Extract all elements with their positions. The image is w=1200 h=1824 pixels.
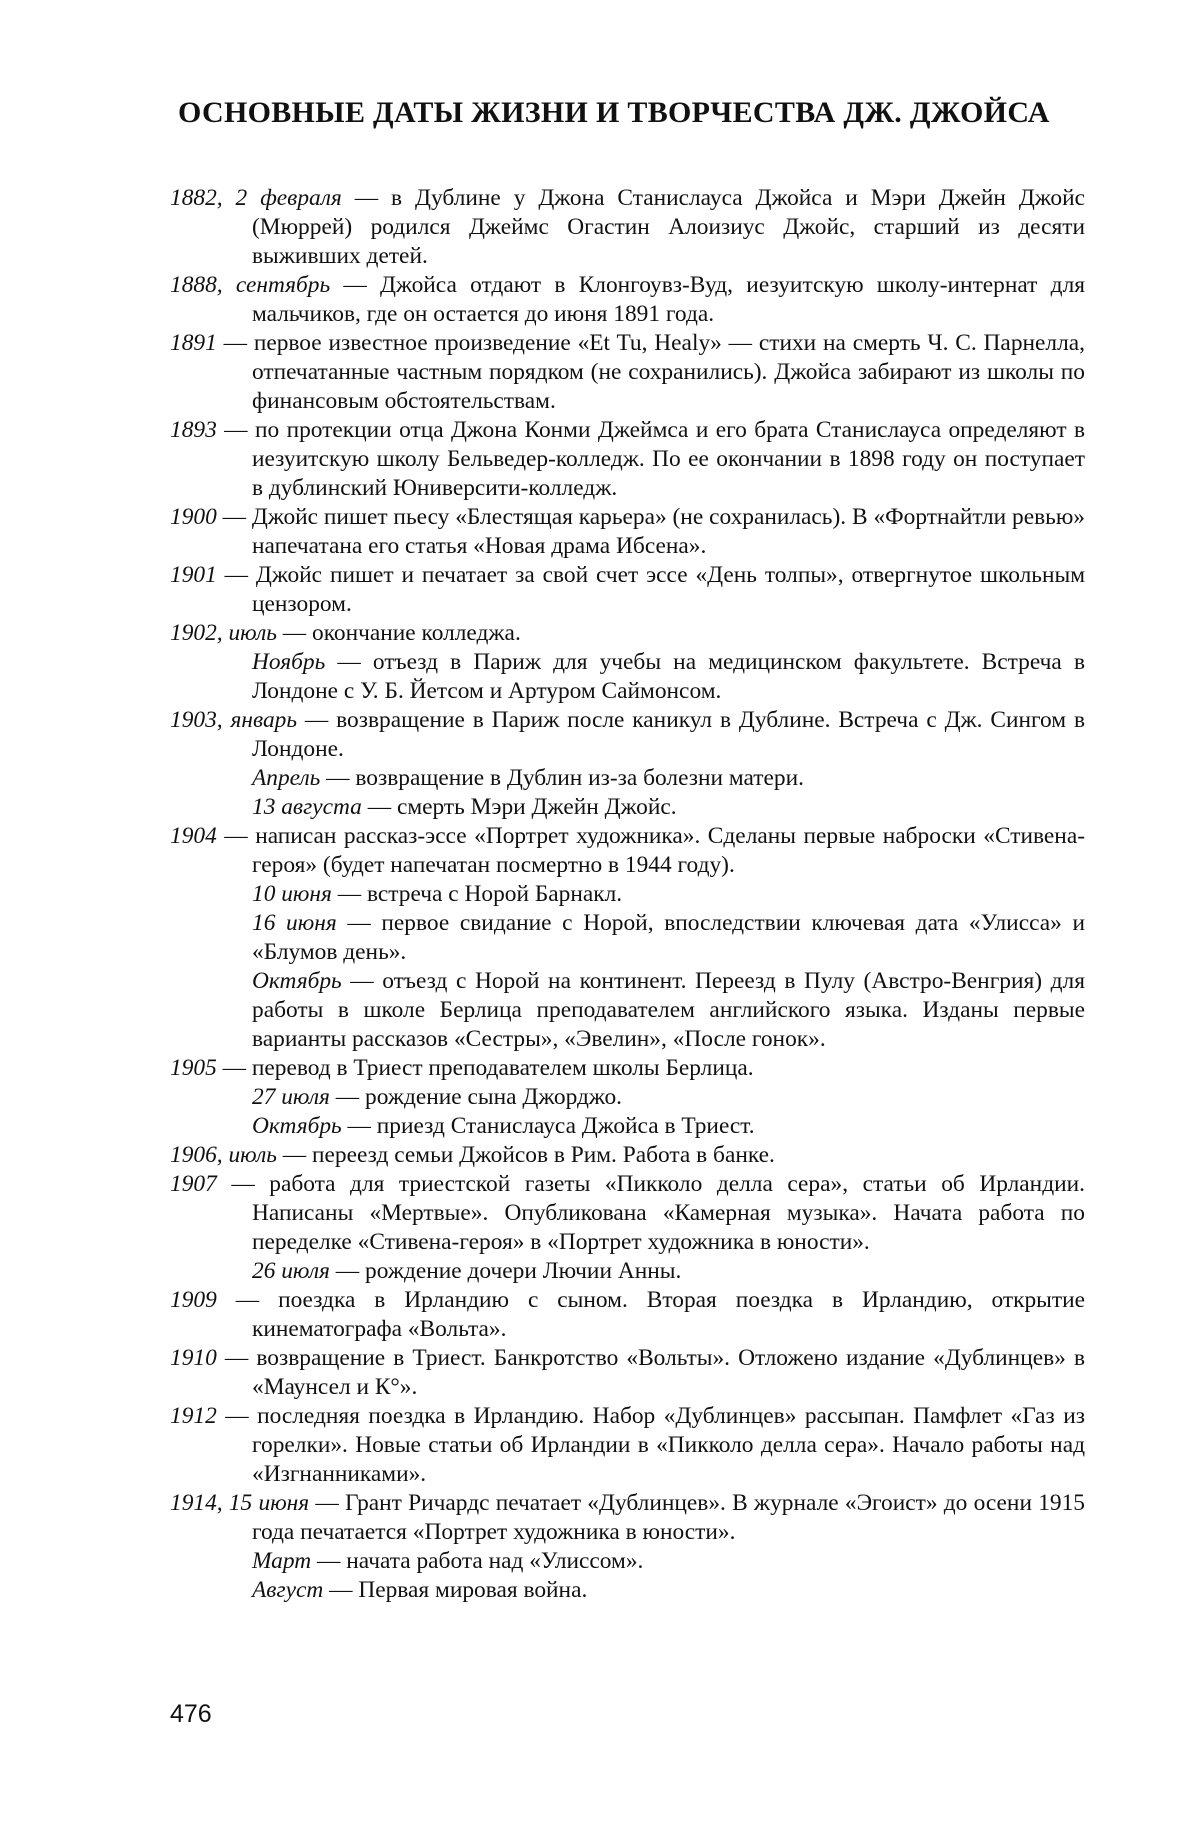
entry-date: 1903, январь: [170, 707, 298, 733]
chronology-entry: [170, 271, 1085, 329]
chronology-subentry: [170, 764, 1085, 793]
entry-text: — возвращение в Париж после каникул в Дублине. Встреча с Дж. Сингом в Лондоне.: [252, 707, 1086, 762]
entry-date: Апрель: [252, 765, 321, 791]
entry-text: — возвращение в Дублин из-за болезни матери.: [320, 765, 804, 791]
chronology-entry: [170, 1054, 1085, 1083]
entry-date: 27 июля: [252, 1084, 330, 1110]
entry-date: 16 июня: [252, 910, 337, 936]
chronology-list: [170, 184, 1085, 1605]
chronology-entry: [170, 619, 1085, 648]
chronology-subentry: [170, 1083, 1085, 1112]
entry-date: 1888, сентябрь: [170, 272, 331, 298]
entry-date: 1901: [170, 562, 217, 588]
entry-text: — встреча с Норой Барнакл.: [331, 881, 623, 907]
entry-date: 1904: [170, 823, 217, 849]
entry-date: 10 июня: [252, 881, 332, 907]
chronology-subentry: [170, 1112, 1085, 1141]
entry-date: 1893: [170, 417, 217, 443]
chronology-subentry: [170, 1547, 1085, 1576]
chronology-entry: [170, 329, 1085, 416]
entry-text: — рождение дочери Лючии Анны.: [329, 1258, 682, 1284]
chronology-entry: [170, 184, 1085, 271]
chronology-entry: [170, 706, 1085, 764]
entry-text: — смерть Мэри Джейн Джойс.: [361, 794, 677, 820]
chronology-subentry: [170, 880, 1085, 909]
chronology-subentry: [170, 909, 1085, 967]
entry-date: 1909: [170, 1287, 217, 1313]
entry-date: 26 июля: [252, 1258, 330, 1284]
chronology-entry: [170, 1489, 1085, 1547]
entry-text: — возвращение в Триест. Банкротство «Вольты». Отложено издание «Дублинцев» в «Маунсел и К°».: [216, 1345, 1085, 1400]
entry-text: — Джойса отдают в Клонгоувз-Вуд, иезуитскую школу-интернат для мальчиков, где он остается до июня 1891 года.: [252, 272, 1085, 327]
entry-text: — перевод в Триест преподавателем школы Берлица.: [216, 1055, 754, 1081]
entry-text: — Первая мировая война.: [323, 1577, 588, 1603]
page-title: ОСНОВНЫЕ ДАТЫ ЖИЗНИ И ТВОРЧЕСТВА ДЖ. ДЖОЙСА: [178, 96, 1050, 129]
entry-text: — написан рассказ-эссе «Портрет художника». Сделаны первые наброски «Стивена-героя» (будет напечатан посмертно в 1944 году).: [216, 823, 1085, 878]
entry-text: — первое известное произведение «Et Tu, Healy» — стихи на смерть Ч. С. Парнелла, отпечатанные частным порядком (не сохранились). Джойса забирают из школы по финансовым обстоятельствам.: [216, 330, 1085, 414]
chronology-entry: [170, 503, 1085, 561]
entry-text: — Джойс пишет пьесу «Блестящая карьера» (не сохранилась). В «Фортнайтли ревью» напечатана его статья «Новая драма Ибсена».: [216, 504, 1085, 559]
chronology-entry: [170, 1402, 1085, 1489]
entry-date: 1891: [170, 330, 217, 356]
entry-text: — рождение сына Джорджо.: [329, 1084, 623, 1110]
entry-date: 1906, июль: [170, 1142, 277, 1168]
chronology-subentry: [170, 648, 1085, 706]
entry-text: — начата работа над «Улиссом».: [311, 1548, 644, 1574]
entry-text: — Джойс пишет и печатает за свой счет эссе «День толпы», отвергнутое школьным цензором.: [216, 562, 1085, 617]
chronology-subentry: [170, 1257, 1085, 1286]
chronology-subentry: [170, 1576, 1085, 1605]
entry-text: — работа для триестской газеты «Пикколо делла сера», статьи об Ирландии. Написаны «Мертвые». Опубликована «Камерная музыка». Начата работа по переделке «Стивена-героя» в «Портрет художника в юности».: [216, 1171, 1085, 1255]
chronology-subentry: [170, 793, 1085, 822]
entry-date: 1914, 15 июня: [170, 1490, 310, 1516]
entry-text: — в Дублине у Джона Станислауса Джойса и Мэри Джейн Джойс (Мюррей) родился Джеймс Огастин Алоизиус Джойс, старший из десяти выживших детей.: [252, 185, 1085, 269]
entry-text: — переезд семьи Джойсов в Рим. Работа в банке.: [276, 1142, 775, 1168]
entry-text: — последняя поездка в Ирландию. Набор «Дублинцев» рассыпан. Памфлет «Газ из горелки». Новые статьи об Ирландии в «Пикколо делла сера». Начало работы над «Изгнанниками».: [216, 1403, 1085, 1487]
entry-date: Август: [252, 1577, 324, 1603]
chronology-entry: [170, 1170, 1085, 1257]
chronology-entry: [170, 1344, 1085, 1402]
page-number: 476: [170, 1700, 212, 1728]
entry-text: — отъезд в Париж для учебы на медицинском факультете. Встреча в Лондоне с У. Б. Йетсом и Артуром Саймонсом.: [252, 649, 1085, 704]
entry-text: — первое свидание с Норой, впоследствии ключевая дата «Улисса» и «Блумов день».: [252, 910, 1085, 965]
entry-text: — отъезд с Норой на континент. Переезд в Пулу (Австро-Венгрия) для работы в школе Берлица преподавателем английского языка. Изданы первые варианты рассказов «Сестры», «Эвелин», «После гонок».: [252, 968, 1085, 1052]
entry-date: 13 августа: [252, 794, 362, 820]
entry-date: Март: [252, 1548, 312, 1574]
entry-text: — поездка в Ирландию с сыном. Вторая поездка в Ирландию, открытие кинематографа «Вольта».: [216, 1287, 1085, 1342]
entry-date: 1912: [170, 1403, 217, 1429]
chronology-entry: [170, 416, 1085, 503]
entry-text: — Грант Ричардс печатает «Дублинцев». В журнале «Эгоист» до осени 1915 года печатается «Портрет художника в юности».: [252, 1490, 1085, 1545]
entry-date: Ноябрь: [252, 649, 326, 675]
entry-date: 1910: [170, 1345, 217, 1371]
chronology-entry: [170, 561, 1085, 619]
chronology-entry: [170, 822, 1085, 880]
entry-date: Октябрь: [252, 1113, 342, 1139]
entry-date: 1907: [170, 1171, 217, 1197]
entry-text: — окончание колледжа.: [276, 620, 521, 646]
entry-date: 1902, июль: [170, 620, 277, 646]
entry-date: 1905: [170, 1055, 217, 1081]
entry-date: 1900: [170, 504, 217, 530]
entry-date: Октябрь: [252, 968, 342, 994]
entry-date: 1882, 2 февраля: [170, 185, 342, 211]
chronology-subentry: [170, 967, 1085, 1054]
entry-text: — по протекции отца Джона Конми Джеймса и его брата Станислауса определяют в иезуитскую школу Бельведер-колледж. По ее окончании в 1898 году он поступает в дублинский Юниверсити-колледж.: [216, 417, 1085, 501]
chronology-entry: [170, 1141, 1085, 1170]
entry-text: — приезд Станислауса Джойса в Триест.: [341, 1113, 755, 1139]
chronology-entry: [170, 1286, 1085, 1344]
